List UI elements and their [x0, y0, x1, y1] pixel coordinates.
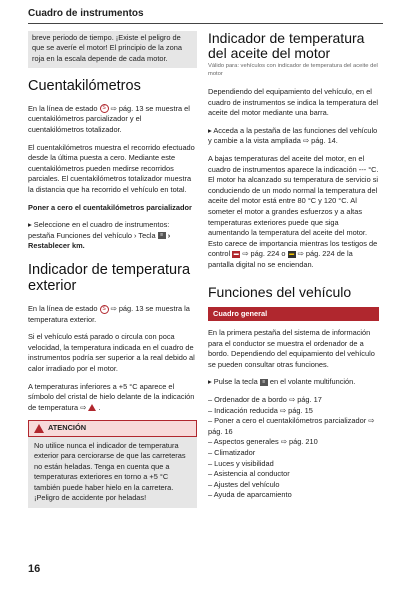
- heading-outside-temp: Indicador de temperatura exterior: [28, 262, 191, 295]
- left-column: [28, 31, 197, 508]
- list-item: – Ordenador de a bordo ⇨ pág. 17: [208, 395, 322, 405]
- odometer-para-2: El cuentakilómetros muestra el recorrido efectuado desde la última puesta a cero. Mediante este cuentakilómetros pueden medirse recorridos parciales. El cuentakilómetros totalizador muestra la distancia que ha recorrido el vehículo en total.: [28, 142, 195, 195]
- reset-step: ▸ Seleccione en el cuadro de instrumentos: pestaña Funciones del vehículo › Tecla ≡ › Restablecer km.: [28, 220, 171, 251]
- outside-temp-para-3: A temperaturas inferiores a +5 °C aparece el símbolo del cristal de hielo delante de la indicación de temperatura ⇨ .: [28, 381, 195, 412]
- outside-temp-para-2: Si el vehículo está parado o circula con poca velocidad, la temperatura indicada en el cuadro de instrumentos podría ser superior a la real debido al calor irradiado por el motor.: [28, 332, 195, 373]
- intro-box: [28, 31, 197, 68]
- oil-warning-red-icon: ▬: [233, 250, 239, 257]
- functions-para: En la primera pestaña del sistema de información para el conductor se muestra el ordenador de a bordo. Dependiendo del equipamiento del vehículo se pueden consultar otras funciones.: [208, 328, 375, 369]
- warning-triangle-icon: [88, 404, 96, 411]
- list-item: – Poner a cero el cuentakilómetros parcializador ⇨ pág. 16: [208, 416, 375, 436]
- heading-oil-temp: Indicador de temperatura del aceite del motor: [208, 30, 365, 61]
- oil-warning-yellow-icon: ▬: [289, 250, 295, 257]
- list-item: – Ayuda de aparcamiento: [208, 490, 292, 500]
- right-column: [208, 31, 379, 501]
- list-item: – Climatizador: [208, 448, 256, 458]
- status-line-icon: S: [100, 104, 109, 113]
- reset-heading: Poner a cero el cuentakilómetros parcializador: [28, 202, 192, 212]
- page-header: Cuadro de instrumentos: [28, 8, 144, 19]
- warning-body: No utilice nunca el indicador de temperatura exterior para cerciorarse de que las carreteras no están heladas. Tenga en cuenta que a temperaturas exteriores en torno a +5 °C también puede haber hielo en la carretera. ¡Peligro de accidente por heladas!: [28, 437, 197, 508]
- section-bar-overview: Cuadro general: [208, 307, 379, 322]
- functions-list: [208, 395, 379, 501]
- warning-header: [28, 420, 197, 437]
- functions-step: ▸ Pulse la tecla ≡ en el volante multifunción.: [208, 377, 356, 387]
- validity-note: Válido para: vehículos con indicador de temperatura del aceite del motor: [208, 63, 378, 77]
- outside-temp-para-1: En la línea de estado S ⇨ pág. 13 se muestra la temperatura exterior.: [28, 304, 190, 324]
- list-item: – Luces y visibilidad: [208, 458, 274, 468]
- heading-vehicle-functions: Funciones del vehículo: [208, 283, 352, 300]
- page-number: 16: [28, 563, 41, 575]
- list-item: – Asistencia al conductor: [208, 469, 290, 479]
- oil-temp-para-2: A bajas temperaturas del aceite del motor, en el cuadro de instrumentos aparece la indicación --- °C. El motor ha alcanzado su temperatura de servicio si conduciendo de un modo normal la temperatura del aceite del motor está entre 80 °C y 120 °C. Al someter el motor a grandes esfuerzos y a altas temperaturas exteriores puede que siga aumentando la temperatura del aceite del motor. Esto carece de importancia mientras los testigos de control ▬ ⇨ pág. 224 o ▬ ⇨ pág. 224 de la pantalla digital no se enciendan.: [208, 153, 379, 269]
- header-divider: [28, 23, 383, 24]
- list-item: – Indicación reducida ⇨ pág. 15: [208, 405, 313, 415]
- list-item: – Ajustes del vehículo: [208, 479, 280, 489]
- warning-icon: [34, 424, 44, 433]
- menu-key-icon: ≡: [158, 232, 166, 239]
- status-line-icon-2: S: [100, 305, 109, 314]
- heading-odometer: Cuentakilómetros: [28, 77, 141, 94]
- warning-title: ATENCIÓN: [48, 423, 87, 433]
- menu-key-icon-2: ≡: [260, 379, 268, 386]
- oil-temp-para-1: Dependiendo del equipamiento del vehículo, en el cuadro de instrumentos se indica la temperatura del aceite del motor mediante una barra.: [208, 87, 379, 118]
- oil-temp-step: ▸ Acceda a la pestaña de las funciones del vehículo y cambie a la vista ampliada ⇨ pág. 14.: [208, 125, 378, 146]
- list-item: – Aspectos generales ⇨ pág. 210: [208, 437, 318, 447]
- intro-text: breve periodo de tiempo. ¡Existe el peligro de que se averíe el motor! El principio de la zona roja en la escala depende de cada motor.: [32, 33, 182, 63]
- odometer-para-1: En la línea de estado S ⇨ pág. 13 se muestra el cuentakilómetros parcializador y el cuentakilómetros totalizador.: [28, 103, 190, 135]
